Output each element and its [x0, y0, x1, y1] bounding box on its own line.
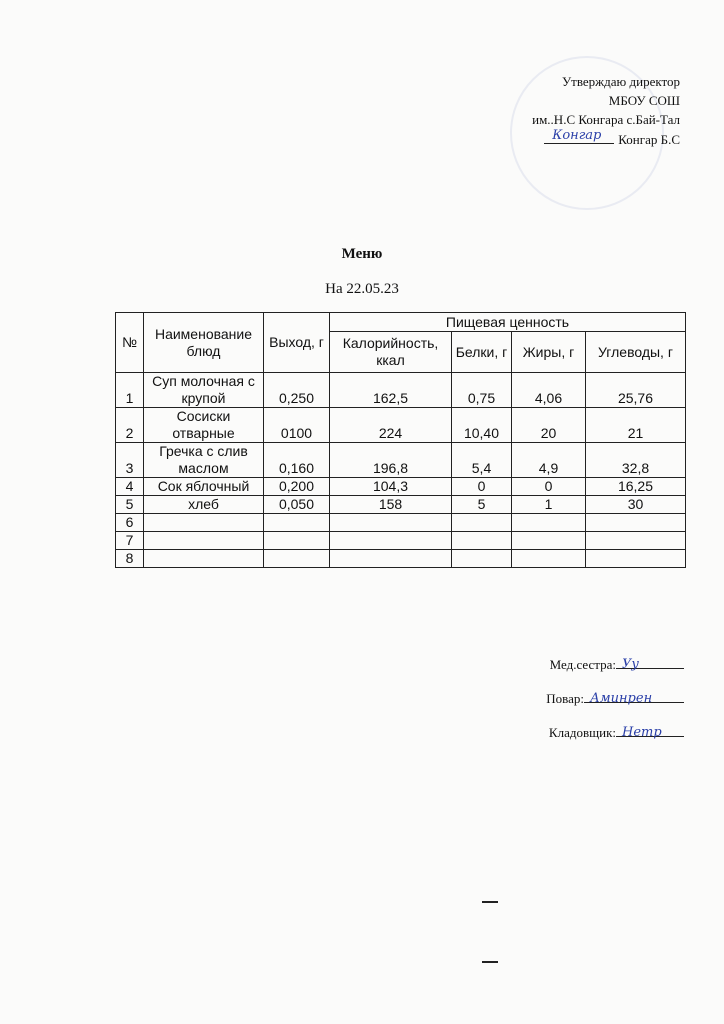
cell-fat [512, 514, 586, 532]
storekeeper-signature-row [546, 716, 684, 750]
approval-block [532, 72, 680, 149]
cell-protein: 5,4 [452, 443, 512, 478]
table-row [116, 532, 686, 550]
header-calories: Калорийность, ккал [330, 332, 452, 373]
cell-protein [452, 532, 512, 550]
cell-calories [330, 514, 452, 532]
cell-name: Сок яблочный [144, 478, 264, 496]
cell-num: 4 [116, 478, 144, 496]
cell-num: 5 [116, 496, 144, 514]
table-row [116, 408, 686, 443]
page-mark [482, 961, 498, 963]
cell-num: 3 [116, 443, 144, 478]
cell-protein [452, 514, 512, 532]
table-row [116, 373, 686, 408]
cell-name: Гречка с слив маслом [144, 443, 264, 478]
nurse-signature: Уу [616, 654, 684, 669]
cell-weight: 0,200 [264, 478, 330, 496]
cell-name [144, 550, 264, 568]
cell-weight: 0,250 [264, 373, 330, 408]
director-name: Конгар Б.С [618, 132, 680, 147]
page-mark [482, 901, 498, 903]
nurse-label: Мед.сестра: [549, 657, 616, 672]
cook-signature: Аминрен [584, 688, 684, 703]
cell-carbs [586, 514, 686, 532]
cell-calories: 104,3 [330, 478, 452, 496]
cook-label: Повар: [546, 691, 584, 706]
cell-calories: 224 [330, 408, 452, 443]
cell-calories: 196,8 [330, 443, 452, 478]
cell-carbs [586, 532, 686, 550]
header-nutrition: Пищевая ценность [330, 313, 686, 332]
cell-calories: 162,5 [330, 373, 452, 408]
cell-num: 1 [116, 373, 144, 408]
header-name: Наименование блюд [144, 313, 264, 373]
cell-fat: 0 [512, 478, 586, 496]
cell-carbs: 21 [586, 408, 686, 443]
table-row [116, 550, 686, 568]
cell-name [144, 532, 264, 550]
cell-protein: 0 [452, 478, 512, 496]
nurse-signature-row [546, 648, 684, 682]
storekeeper-label: Кладовщик: [548, 725, 616, 740]
cell-weight: 0,160 [264, 443, 330, 478]
cell-carbs: 32,8 [586, 443, 686, 478]
cell-fat [512, 550, 586, 568]
header-weight: Выход, г [264, 313, 330, 373]
page-title: Меню [341, 246, 383, 262]
cell-calories [330, 532, 452, 550]
cell-num: 7 [116, 532, 144, 550]
director-signature: Конгар [544, 129, 614, 144]
cell-fat: 4,06 [512, 373, 586, 408]
cell-fat: 20 [512, 408, 586, 443]
storekeeper-signature: Нетр [616, 722, 684, 737]
cell-carbs: 16,25 [586, 478, 686, 496]
header-carbs: Углеводы, г [586, 332, 686, 373]
cell-weight: 0100 [264, 408, 330, 443]
cook-signature-row [546, 682, 684, 716]
approval-line-1: Утверждаю директор [561, 74, 680, 89]
menu-date: На 22.05.23 [325, 281, 399, 297]
signatures-block [546, 648, 684, 750]
table-row [116, 478, 686, 496]
header-num: № [116, 313, 144, 373]
header-protein: Белки, г [452, 332, 512, 373]
cell-name: Сосиски отварные [144, 408, 264, 443]
cell-protein: 5 [452, 496, 512, 514]
approval-line-3: им..Н.С Конгара с.Бай-Тал [532, 112, 680, 127]
cell-calories: 158 [330, 496, 452, 514]
cell-name: хлеб [144, 496, 264, 514]
cell-protein [452, 550, 512, 568]
cell-num: 6 [116, 514, 144, 532]
cell-carbs: 30 [586, 496, 686, 514]
header-fat: Жиры, г [512, 332, 586, 373]
table-row [116, 514, 686, 532]
cell-protein: 10,40 [452, 408, 512, 443]
cell-weight [264, 532, 330, 550]
cell-carbs: 25,76 [586, 373, 686, 408]
cell-num: 2 [116, 408, 144, 443]
cell-fat: 1 [512, 496, 586, 514]
cell-weight: 0,050 [264, 496, 330, 514]
table-row [116, 443, 686, 478]
cell-carbs [586, 550, 686, 568]
cell-name [144, 514, 264, 532]
table-row [116, 496, 686, 514]
approval-line-4 [532, 129, 680, 149]
cell-weight [264, 550, 330, 568]
cell-protein: 0,75 [452, 373, 512, 408]
cell-num: 8 [116, 550, 144, 568]
cell-fat: 4,9 [512, 443, 586, 478]
cell-fat [512, 532, 586, 550]
menu-table [115, 312, 686, 568]
cell-name: Суп молочная с крупой [144, 373, 264, 408]
cell-weight [264, 514, 330, 532]
cell-calories [330, 550, 452, 568]
approval-line-2: МБОУ СОШ [608, 93, 680, 108]
